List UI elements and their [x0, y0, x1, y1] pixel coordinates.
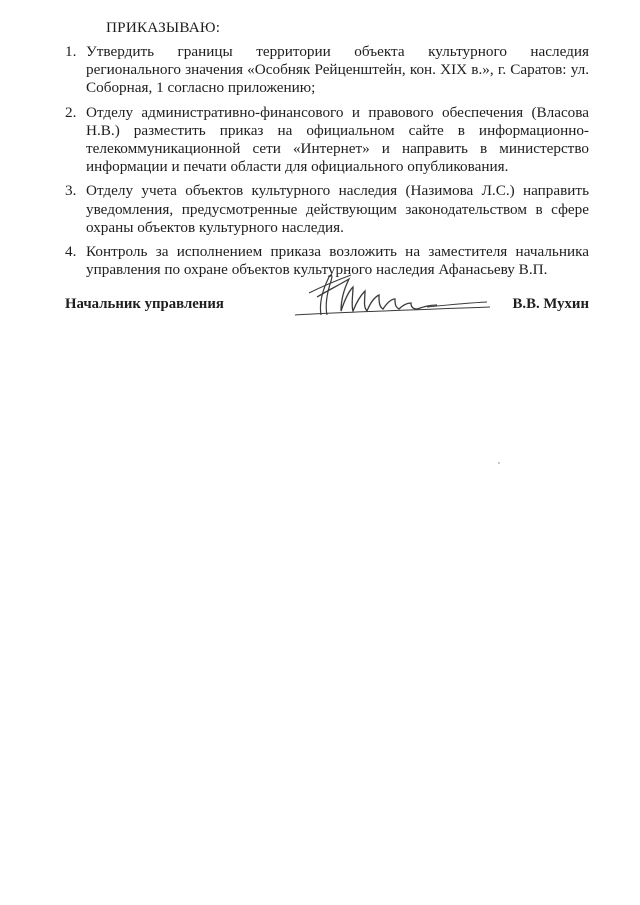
order-item-text: Отделу учета объектов культурного наследия (Назимова Л.С.) направить уведомления, предусмотренные действующим законодательством в сфере охраны объектов культурного наследия. [86, 182, 589, 236]
order-item-number: 1. [65, 43, 77, 60]
handwritten-signature [287, 269, 492, 319]
order-item [65, 43, 589, 98]
order-item-text: Контроль за исполнением приказа возложить на заместителя начальника управления по охране объектов культурного наследия Афанасьеву В.П. [86, 243, 589, 279]
order-item [65, 104, 589, 177]
signatory-position: Начальник управления [65, 296, 224, 312]
order-heading: ПРИКАЗЫВАЮ: [106, 19, 221, 36]
scan-speck [498, 462, 500, 464]
order-item-number: 3. [65, 182, 77, 200]
order-item-text: Отделу административно-финансового и правового обеспечения (Власова Н.В.) разместить приказ на официальном сайте в информационно-телекоммуникационной сети «Интернет» и направить в министерство информации и печати области для официального опубликования. [86, 103, 589, 176]
order-items-list [65, 43, 589, 285]
order-item-number: 4. [65, 243, 77, 261]
signatory-name: В.В. Мухин [512, 296, 589, 312]
order-item-number: 2. [65, 103, 77, 121]
order-item [65, 182, 589, 237]
order-item-text: Утвердить границы территории объекта культурного наследия регионального значения «Особняк Рейценштейн, кон. XIX в.», г. Саратов: ул. Соборная, 1 согласно приложению; [86, 43, 589, 97]
